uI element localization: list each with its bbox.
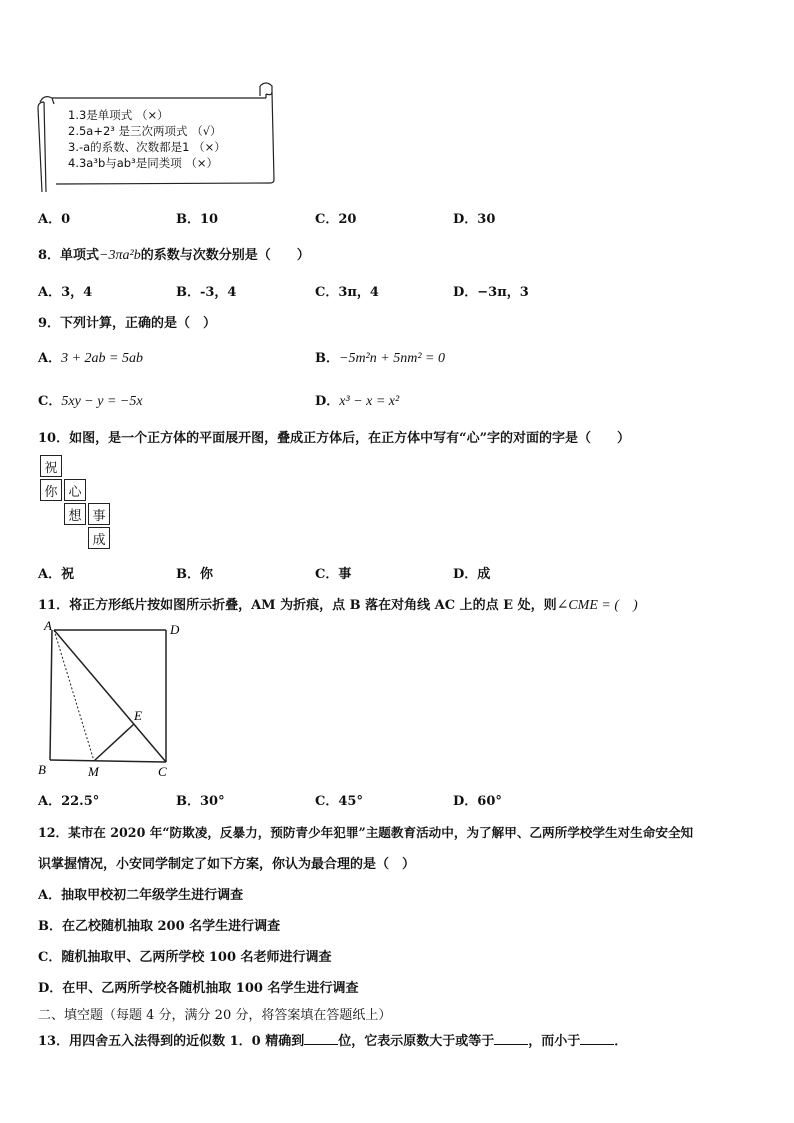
- q10-option-a: A．祝: [38, 567, 75, 582]
- q9-option-d: [315, 390, 399, 410]
- q11-option-c: C．45°: [315, 794, 363, 809]
- q10-option-b: B．你: [176, 567, 213, 582]
- point-label-d: D: [170, 622, 180, 637]
- scroll-line-4: 4.3a³b与ab³是同类项 （×）: [68, 156, 218, 170]
- q12-option-d: D．在甲、乙两所学校各随机抽取 100 名学生进行调查: [38, 981, 359, 996]
- q8-option-d: D．−3π，3: [453, 285, 529, 300]
- q11-option-d: D．60°: [453, 794, 502, 809]
- q13-part-4: ．: [614, 1034, 628, 1049]
- q8-prefix: 8．单项式: [38, 248, 100, 263]
- cube-net-cell-6: 成: [88, 527, 110, 549]
- q11-stem-text: 11．将正方形纸片按如图所示折叠，AM 为折痕，点 B 落在对角线 AC 上的点 E 处，则: [38, 598, 557, 613]
- q12-option-c: C．随机抽取甲、乙两所学校 100 名老师进行调查: [38, 950, 332, 965]
- q11-stem: [38, 594, 638, 614]
- point-label-c: C: [158, 764, 167, 779]
- q11-option-a: A．22.5°: [38, 794, 100, 809]
- point-label-a: A: [44, 620, 52, 633]
- cube-net-figure: [38, 453, 114, 551]
- q7-option-c: C．20: [315, 212, 357, 227]
- q9-option-b-expr: −5m²n + 5nm² = 0: [339, 351, 445, 366]
- q7-option-b: B．10: [176, 212, 219, 227]
- scroll-line-1: 1.3是单项式 （×）: [68, 108, 169, 122]
- fold-square-figure: [36, 620, 186, 780]
- q9-option-b: [315, 347, 445, 367]
- q13-blank-3[interactable]: [580, 1032, 614, 1045]
- q13-part-1: 13．用四舍五入法得到的近似数 1．0 精确到: [38, 1034, 305, 1049]
- scroll-line-3: 3.-a的系数、次数都是1 （×）: [68, 140, 226, 154]
- q12-stem-line-2: 识掌握情况，小安同学制定了如下方案，你认为最合理的是（ ）: [38, 857, 416, 872]
- q8-option-c: C．3π，4: [315, 285, 379, 300]
- q7-option-d: D．30: [453, 212, 496, 227]
- q12-option-b: B．在乙校随机抽取 200 名学生进行调查: [38, 919, 281, 934]
- q9-option-a-label: A．: [38, 351, 62, 366]
- section-title: 二、填空题（每题 4 分，满分 20 分，将答案填在答题纸上）: [38, 1008, 392, 1023]
- cube-net-cell-5: 事: [88, 503, 110, 525]
- fold-square-diagram: [36, 620, 186, 780]
- q11-expression: ∠CME = ( ): [556, 598, 638, 613]
- q8-stem: [38, 244, 310, 264]
- cube-net-cell-4: 想: [64, 503, 86, 525]
- q12-option-a: A．抽取甲校初二年级学生进行调查: [38, 888, 244, 903]
- cube-net-cell-2: 你: [40, 479, 62, 501]
- q13-stem: [38, 1030, 627, 1049]
- q9-option-c-expr: 5xy − y = −5x: [61, 394, 143, 409]
- q8-option-a: A．3，4: [38, 285, 93, 300]
- q13-part-3: ，而小于: [528, 1034, 581, 1049]
- q9-option-a-expr: 3 + 2ab = 5ab: [61, 351, 143, 366]
- point-label-m: M: [88, 764, 99, 779]
- cube-net-cell-1: 祝: [40, 455, 62, 477]
- q9-option-d-expr: x³ − x = x²: [339, 394, 400, 409]
- q11-option-b: B．30°: [176, 794, 225, 809]
- q7-option-a: A．0: [38, 212, 71, 227]
- q9-option-b-label: B．: [315, 351, 339, 366]
- q10-option-d: D．成: [453, 567, 491, 582]
- q9-option-a: [38, 347, 143, 367]
- cube-net-cell-3: 心: [64, 479, 86, 501]
- point-label-e: E: [134, 708, 142, 723]
- scroll-figure: [34, 80, 280, 195]
- q10-stem: 10．如图，是一个正方体的平面展开图，叠成正方体后，在正方体中写有“心”字的对面的字是（ ）: [38, 431, 631, 446]
- q9-option-c-label: C．: [38, 394, 62, 409]
- q13-blank-1[interactable]: [304, 1032, 338, 1045]
- q13-part-2: 位，它表示原数大于或等于: [338, 1034, 495, 1049]
- q8-option-b: B．-3，4: [176, 285, 237, 300]
- point-label-b: B: [38, 762, 46, 777]
- scroll-line-2: 2.5a+2³ 是三次两项式 （√）: [68, 124, 222, 138]
- q8-suffix: 的系数与次数分别是（ ）: [140, 248, 310, 263]
- q13-blank-2[interactable]: [494, 1032, 528, 1045]
- q9-option-d-label: D．: [315, 394, 340, 409]
- q12-stem-line-1: 12．某市在 2020 年“防欺凌，反暴力，预防青少年犯罪”主题教育活动中，为了解甲、乙两所学校学生对生命安全知: [38, 825, 694, 840]
- q9-option-c: [38, 390, 143, 410]
- q8-expression: −3πa²b: [99, 248, 141, 263]
- q9-stem: 9．下列计算，正确的是（ ）: [38, 316, 217, 331]
- q10-option-c: C．事: [315, 567, 352, 582]
